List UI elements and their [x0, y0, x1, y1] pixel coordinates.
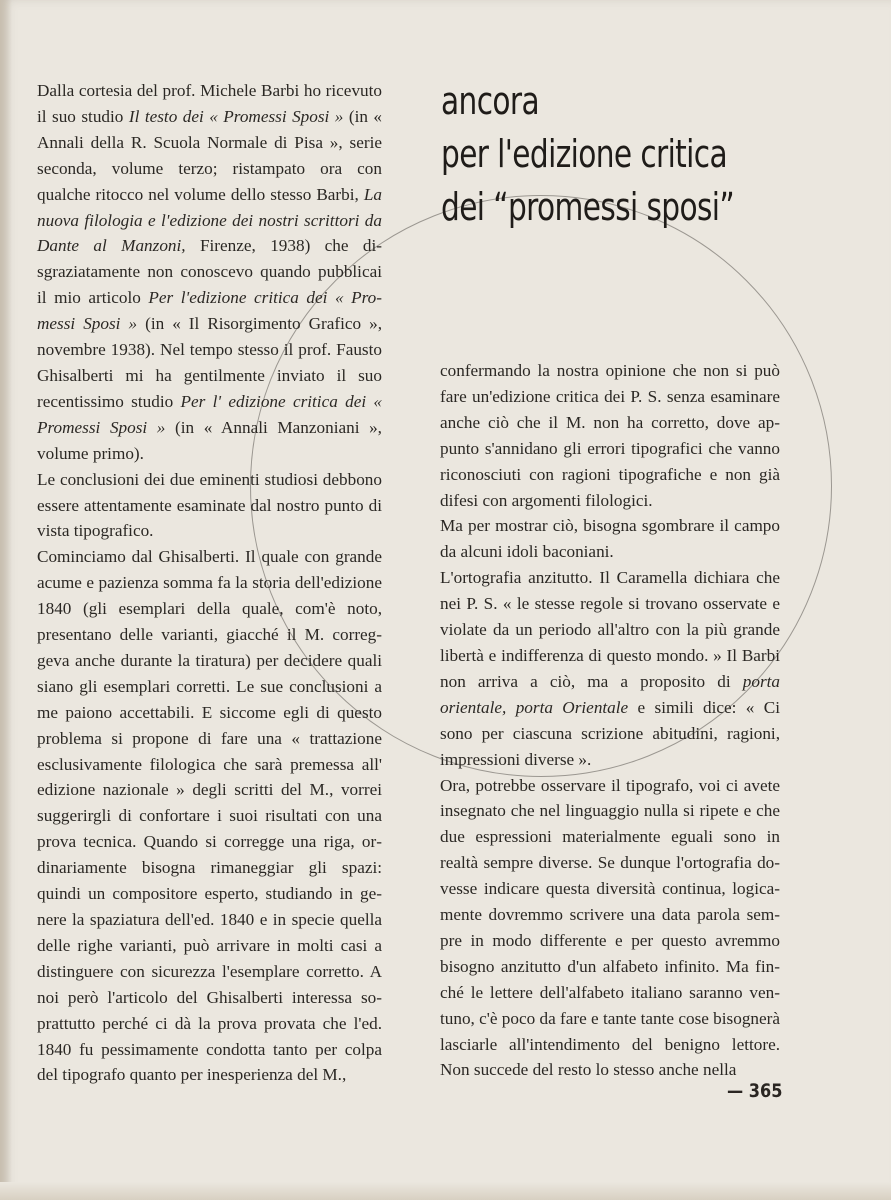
paragraph: [440, 358, 780, 513]
paragraph: [37, 78, 382, 467]
title-line-3: dei “promessi sposi”: [441, 185, 735, 229]
text-span: Ma per mostrar ciò, bisogna sgombrare il campo da alcuni idoli baconiani.: [440, 516, 780, 562]
text-span: Le conclusioni dei due eminenti studiosi debbono essere attentamente esaminate dal nostro punto di vista tipografico.: [37, 469, 382, 541]
text-span: Firenze, 1938) che disgraziatamente non conoscevo quando pubblicai il mio articolo: [37, 236, 383, 308]
page-number: — 365: [727, 1080, 783, 1102]
text-span: (in « Annali della R. Scuola Normale di Pisa », serie seconda, volume terzo; ristampato ora con qualche ritocco nel volume dello stesso Barbi,: [37, 106, 383, 204]
text-span: (in « Il Risorgimento Grafico », novembre 1938). Nel tempo stesso il prof. Fausto Ghisalberti mi ha gentilmente inviato il suo recentissimo studio: [37, 314, 382, 411]
text-span: confermando la nostra opinione che non si può fare un'edizione critica dei P. S. senza esaminare anche ciò che il M. non ha corretto, dove appunto s'annidano gli errori tipografici che vanno riconosciuti con ragioni tipografiche e non già difesi con argomenti filologici.: [440, 361, 780, 510]
text-span: L'ortografia anzitutto. Il Caramella dichiara che nei P. S. « le stesse regole si trovano osservate e violate da un periodo all'altro con la più grande libertà e indifferenza di questo mondo. » Il Barbi non arriva a ciò, ma a proposito di: [440, 568, 780, 691]
italic-title-span: porta orientale, porta Orientale: [440, 671, 780, 717]
italic-title-span: Per l'edizione critica dei « Promessi Sposi »: [37, 288, 382, 334]
italic-title-span: La nuova filologia e l'edizione dei nostri scrittori da Dante al Manzoni,: [37, 184, 382, 256]
article-title: [441, 75, 735, 234]
right-text-column: [440, 358, 780, 1083]
text-span: e simili dice: « Ci sono per ciascuna scrizione abitudini, ragioni, impressioni diverse ».: [440, 697, 780, 769]
paragraph: [440, 513, 780, 565]
paragraph: [440, 773, 780, 1084]
text-span: Cominciamo dal Ghisalberti. Il quale con grande acume e pazienza somma fa la storia dell'edizione 1840 (gli esemplari della quale, com'è noto, presentano delle varianti, giacché il M. correggeva anche durante la tiratura) per decidere quali siano gli esemplari corretti. Le sue conclusioni a me paiono accettabili. E siccome egli di questo problema si propone di fare una « trattazione esclusivamente filologica che sarà premessa all' edizione nazionale » degli scritti del M., vorrei suggerirgli di confortare i suoi risultati con una prova tecnica. Quando si corregge una riga, ordinariamente bisogna rimaneggiar gli spazi: quindi un compositore esperto, studiando in genere la spaziatura dell'ed. 1840 e in specie quella delle righe varianti, può arrivare in molti casi a distinguere con sicurezza l'esemplare corretto. A noi però l'articolo del Ghisalberti interessa soprattutto perché ci dà la prova provata che l'ed. 1840 fu pessimamente condotta tanto per colpa del tipografo quanto per inesperienza del M.,: [37, 547, 382, 1085]
text-span: (in « Annali Manzoniani », volume primo).: [37, 417, 382, 463]
text-span: Dalla cortesia del prof. Michele Barbi ho ricevuto il suo studio: [37, 81, 382, 126]
left-text-column: [37, 78, 382, 1088]
italic-title-span: Il testo dei « Promessi Sposi »: [128, 106, 344, 126]
page-bottom-edge: [0, 1182, 891, 1200]
text-span: Ora, potrebbe osservare il tipografo, voi ci avete insegnato che nel linguaggio nulla si ripete e che due espressioni materialmente eguali sono in realtà sempre diverse. Se dunque l'ortografia dovesse indicare questa diversità continua, logicamente dovremmo scrivere una data parola sempre in modo differente e per questo avremmo bisogno anzitutto d'un alfabeto infinito. Ma finché le lettere dell'alfabeto italiano saranno ventuno, c'è poco da fare e tante tante cose bisognerà lasciarle all'intendimento del benigno lettore. Non succede del resto lo stesso anche nella: [440, 775, 781, 1080]
italic-title-span: Per l' edizione critica dei « Promessi Sposi »: [37, 391, 382, 437]
title-line-1: ancora: [441, 79, 539, 123]
paragraph: [440, 565, 780, 772]
paragraph: [37, 544, 382, 1088]
paragraph: [37, 467, 382, 545]
title-line-2: per l'edizione critica: [441, 132, 728, 176]
